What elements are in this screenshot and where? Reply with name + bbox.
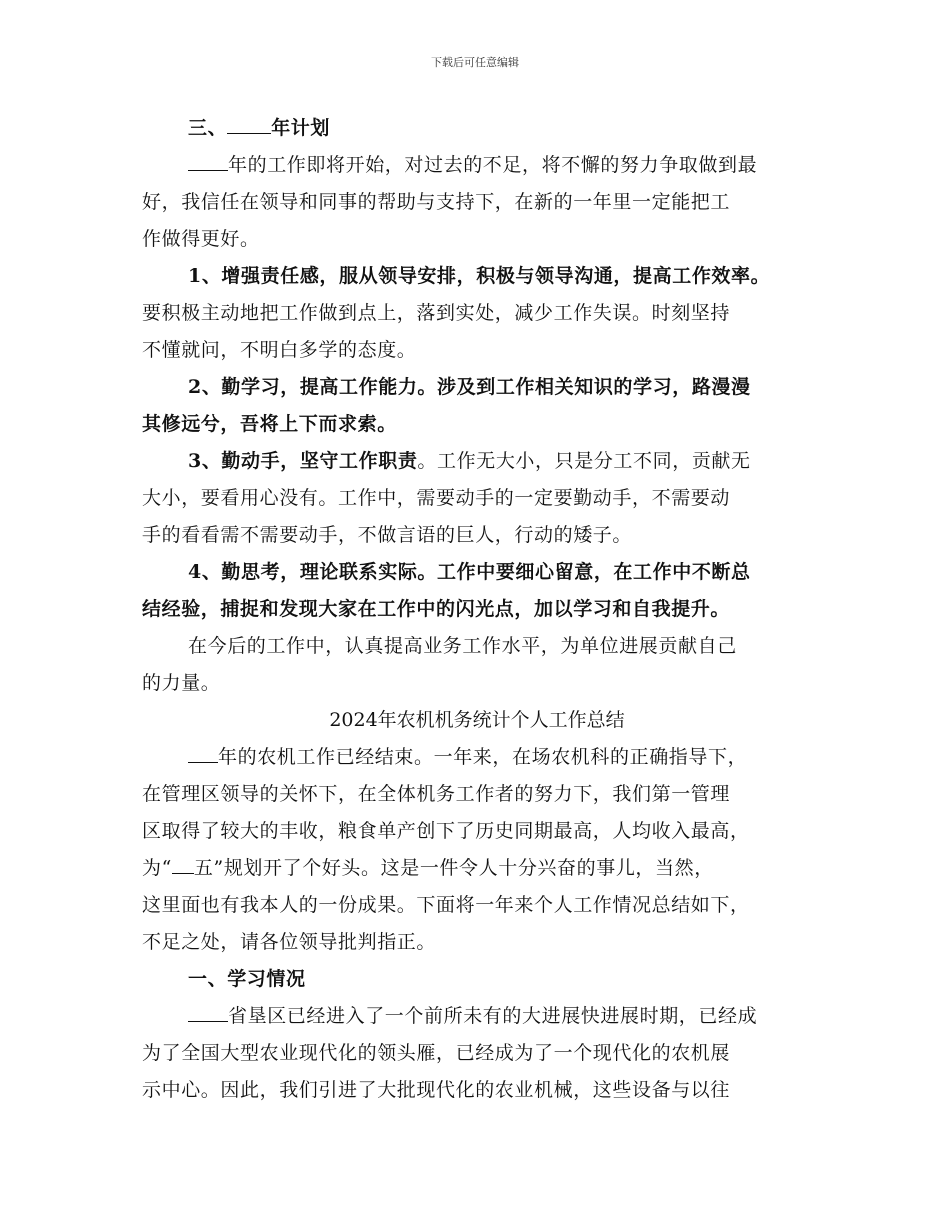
article-paragraph-line: 在管理区领导的关怀下，在全体机务工作者的努力下，我们第一管理 xyxy=(142,783,731,805)
article-paragraph-line: 为“ 五”规划开了个好头。这是一件令人十分兴奋的事儿，当然， xyxy=(142,857,714,879)
article-paragraph-line: 不足之处，请各位领导批判指正。 xyxy=(142,931,437,953)
plan-item-3-text: 大小，要看用心没有。工作中，需要动手的一定要勤动手，不需要动 xyxy=(142,487,731,509)
section-heading-study: 一、学习情况 xyxy=(188,968,306,990)
intro-line: 好，我信任在领导和同事的帮助与支持下，在新的一年里一定能把工 xyxy=(142,191,731,213)
plan-item-3-text: 手的看看需不需要动手，不做言语的巨人，行动的矮子。 xyxy=(142,524,633,546)
plan-item-2: 其修远兮，吾将上下而求索。 xyxy=(142,413,397,435)
plan-item-1-heading: 1、增强责任感，服从领导安排，积极与领导沟通，提高工作效率。 xyxy=(188,265,771,287)
article-paragraph-line: 这里面也有我本人的一份成果。下面将一年来个人工作情况总结如下， xyxy=(142,894,750,916)
page-header: 下载后可任意编辑 xyxy=(431,56,519,69)
section-heading: 三、 年计划 xyxy=(188,117,331,139)
plan-item-1-text: 要积极主动地把工作做到点上，落到实处，减少工作失误。时刻坚持 xyxy=(142,302,731,324)
article-paragraph-line: 示中心。因此，我们引进了大批现代化的农业机械，这些设备与以往 xyxy=(142,1079,731,1101)
document-body xyxy=(142,110,812,1109)
article-paragraph-line: 区取得了较大的丰收，粮食单产创下了历史同期最高，人均收入最高， xyxy=(142,820,750,842)
article-paragraph-line: 年的农机工作已经结束。一年来，在场农机科的正确指导下， xyxy=(142,739,812,776)
article-paragraph-line: 省垦区已经进入了一个前所未有的大进展快进展时期，已经成 xyxy=(142,998,812,1035)
plan-item-2: 2、勤学习，提高工作能力。涉及到工作相关知识的学习，路漫漫 xyxy=(188,376,751,398)
intro-line: 年的工作即将开始，对过去的不足，将不懈的努力争取做到最 xyxy=(142,147,812,184)
plan-item-1-text: 不懂就问，不明白多学的态度。 xyxy=(142,339,417,361)
plan-item-3: 3、勤动手，坚守工作职责。工作无大小，只是分工不同，贡献无 xyxy=(188,450,751,472)
plan-item-4: 4、勤思考，理论联系实际。工作中要细心留意，在工作中不断总 xyxy=(188,561,751,583)
plan-item-4: 结经验，捕捉和发现大家在工作中的闪光点，加以学习和自我提升。 xyxy=(142,598,731,620)
article-title: 2024年农机机务统计个人工作总结 xyxy=(329,709,625,731)
closing-line: 在今后的工作中，认真提高业务工作水平，为单位进展贡献自己 xyxy=(188,635,737,657)
closing-line: 的力量。 xyxy=(142,672,221,694)
article-paragraph-line: 为了全国大型农业现代化的领头雁，已经成为了一个现代化的农机展 xyxy=(142,1042,731,1064)
intro-line: 作做得更好。 xyxy=(142,228,260,250)
